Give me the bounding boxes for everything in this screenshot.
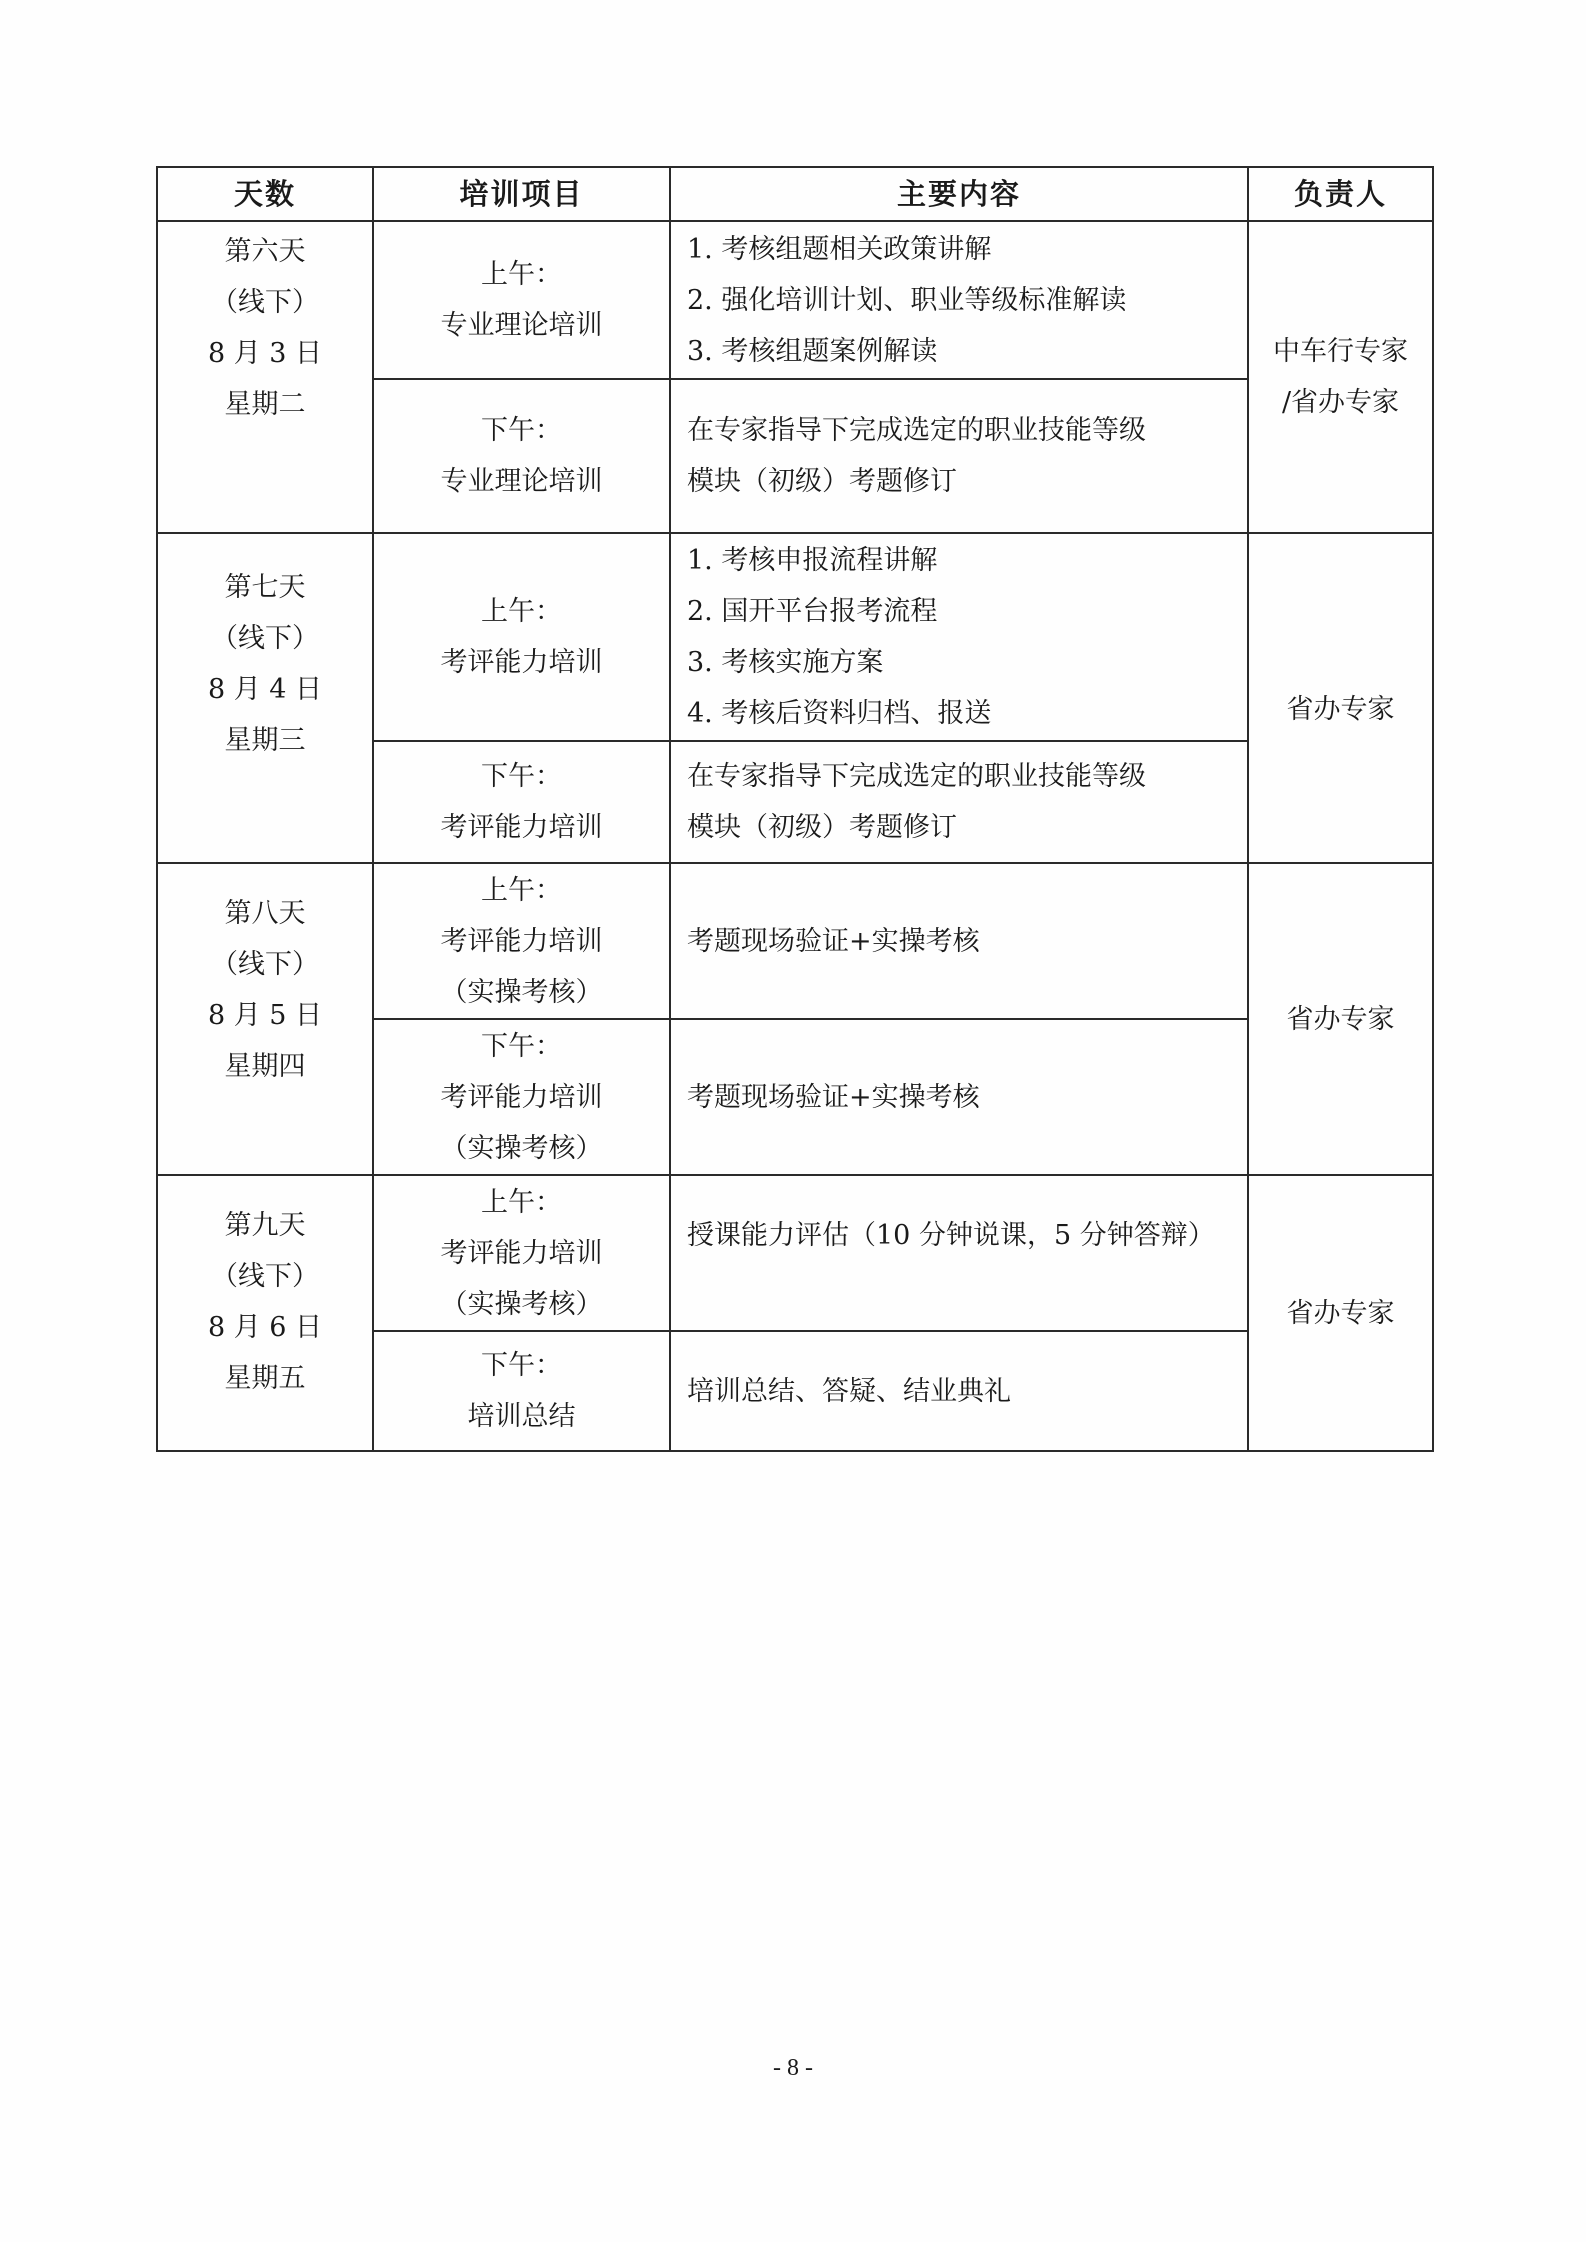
project-name: 考评能力培训: [440, 812, 603, 843]
content-line: 考题现场验证+实操考核: [687, 925, 980, 957]
content-cell: [670, 1175, 1248, 1331]
responsible-name: 省办专家: [1286, 694, 1395, 725]
project-note: （实操考核）: [440, 1132, 603, 1164]
content-line: 2. 国开平台报考流程: [687, 596, 938, 627]
project-cell: [373, 533, 670, 741]
day-weekday: 星期三: [224, 725, 306, 756]
project-period: 下午：: [481, 1350, 562, 1381]
project-name: 专业理论培训: [440, 310, 603, 341]
project-cell: [373, 1019, 670, 1175]
project-name: 专业理论培训: [440, 466, 603, 497]
project-period: 下午：: [481, 761, 562, 792]
day-cell: [157, 533, 373, 863]
table-row: [157, 221, 1433, 379]
table-row: [157, 533, 1433, 741]
content-line: 授课能力评估（10 分钟说课，5 分钟答辩）: [687, 1220, 1215, 1251]
project-period: 上午：: [481, 259, 562, 290]
project-cell: [373, 379, 670, 533]
training-schedule-table: [156, 166, 1434, 1452]
content-line: 考题现场验证+实操考核: [687, 1081, 980, 1113]
day-weekday: 星期四: [224, 1051, 306, 1082]
day-label: 第七天: [224, 572, 306, 603]
day-cell: [157, 1175, 373, 1451]
day-date: 8 月 4 日: [207, 674, 323, 705]
day-cell: [157, 221, 373, 533]
content-cell: [670, 741, 1248, 863]
header-project: 培训项目: [373, 167, 670, 221]
project-name: 考评能力培训: [440, 1237, 603, 1269]
responsible-name: 省办专家: [1286, 1003, 1395, 1035]
content-cell: [670, 1331, 1248, 1451]
table-row: [157, 1175, 1433, 1331]
content-cell: [670, 379, 1248, 533]
content-line: 3. 考核实施方案: [687, 647, 884, 678]
day-weekday: 星期二: [224, 389, 306, 420]
content-line: 模块（初级）考题修订: [687, 812, 957, 843]
responsible-name: /省办专家: [1281, 387, 1400, 418]
day-label: 第九天: [224, 1210, 306, 1241]
responsible-cell: [1248, 533, 1433, 863]
content-cell: [670, 863, 1248, 1019]
responsible-cell: [1248, 863, 1433, 1175]
page-number: - 8 -: [773, 2055, 813, 2081]
day-label: 第六天: [224, 236, 306, 267]
table-header-row: [157, 167, 1433, 221]
project-name: 考评能力培训: [440, 647, 603, 678]
project-note: （实操考核）: [440, 1288, 603, 1320]
day-date: 8 月 3 日: [207, 338, 323, 369]
day-date: 8 月 6 日: [207, 1312, 323, 1343]
project-cell: [373, 1175, 670, 1331]
project-period: 上午：: [481, 1186, 562, 1218]
project-name: 培训总结: [467, 1401, 576, 1432]
content-line: 1. 考核申报流程讲解: [687, 545, 938, 576]
day-label: 第八天: [224, 898, 306, 929]
content-line: 4. 考核后资料归档、报送: [687, 698, 992, 729]
content-line: 1. 考核组题相关政策讲解: [687, 233, 992, 265]
day-cell: [157, 863, 373, 1175]
content-line: 3. 考核组题案例解读: [687, 335, 938, 367]
project-period: 上午：: [481, 874, 562, 906]
day-mode: （线下）: [211, 949, 319, 980]
content-line: 在专家指导下完成选定的职业技能等级: [687, 415, 1146, 446]
responsible-cell: [1248, 221, 1433, 533]
content-cell: [670, 221, 1248, 379]
content-line: 在专家指导下完成选定的职业技能等级: [687, 761, 1146, 792]
responsible-name: 中车行专家: [1273, 336, 1408, 367]
project-name: 考评能力培训: [440, 925, 603, 957]
day-mode: （线下）: [211, 287, 319, 318]
header-responsible: 负责人: [1248, 167, 1433, 221]
responsible-cell: [1248, 1175, 1433, 1451]
content-line: 培训总结、答疑、结业典礼: [687, 1375, 1011, 1407]
table-row: [157, 863, 1433, 1019]
content-line: 2. 强化培训计划、职业等级标准解读: [687, 284, 1127, 316]
header-content: 主要内容: [670, 167, 1248, 221]
project-name: 考评能力培训: [440, 1081, 603, 1113]
project-cell: [373, 863, 670, 1019]
content-line: 模块（初级）考题修订: [687, 466, 957, 497]
project-period: 上午：: [481, 596, 562, 627]
project-cell: [373, 1331, 670, 1451]
day-mode: （线下）: [211, 1261, 319, 1292]
responsible-name: 省办专家: [1286, 1297, 1395, 1329]
day-date: 8 月 5 日: [207, 1000, 323, 1031]
project-cell: [373, 221, 670, 379]
project-period: 下午：: [481, 1030, 562, 1062]
project-period: 下午：: [481, 415, 562, 446]
content-cell: [670, 533, 1248, 741]
content-cell: [670, 1019, 1248, 1175]
project-note: （实操考核）: [440, 976, 603, 1008]
day-weekday: 星期五: [224, 1363, 306, 1394]
project-cell: [373, 741, 670, 863]
day-mode: （线下）: [211, 623, 319, 654]
header-day: 天数: [157, 167, 373, 221]
